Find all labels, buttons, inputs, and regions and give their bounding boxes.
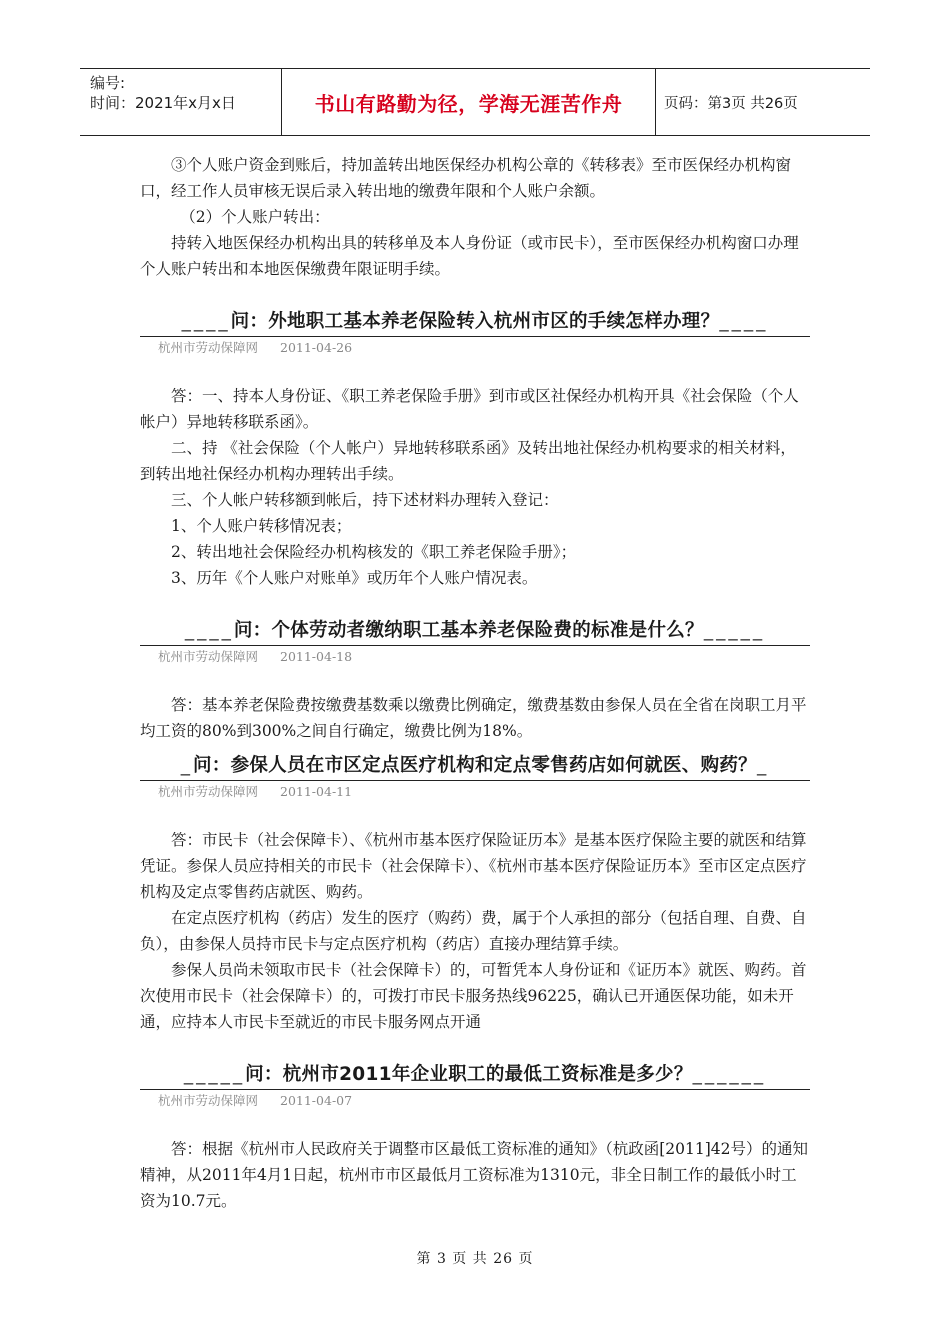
question-meta [158,783,810,801]
question-title: _____ 问：杭州市2011年企业职工的最低工资标准是多少？ ______ [140,1061,810,1090]
intro-paragraph-3: 持转入地医保经办机构出具的转移单及本人身份证（或市民卡），至市医保经办机构窗口办理个人账户转出和本地医保缴费年限证明手续。 [140,234,799,278]
header-motto: 书山有路勤为径，学海无涯苦作舟 [282,69,656,135]
question-meta [158,339,810,357]
qa-section [140,308,810,591]
header-page-number: 页码：第3页 共26页 [664,95,798,112]
question-title: ____ 问：个体劳动者缴纳职工基本养老保险费的标准是什么？ _____ [140,617,810,646]
answer-paragraph: 2、转出地社会保险经办机构核发的《职工养老保险手册》； [171,543,577,561]
header-meta-cell [80,69,282,135]
answer-paragraph: 参保人员尚未领取市民卡（社会保障卡）的，可暂凭本人身份证和《证历本》就医、购药。首次使用市民卡（社会保障卡）的，可拨打市民卡服务热线96225，确认已开通医保功能，如未开通，应持本人市民卡至就近的市民卡服务网点开通 [140,961,807,1031]
header-time: 时间：2021年x月x日 [90,94,236,112]
answer-paragraph: 答：基本养老保险费按缴费基数乘以缴费比例确定，缴费基数由参保人员在全省在岗职工月平均工资的80%到300%之间自行确定，缴费比例为18%。 [140,696,807,740]
date-label: 2011-04-11 [280,784,353,799]
page-footer: 第 3 页 共 26 页 [416,1251,534,1267]
date-label: 2011-04-18 [280,649,353,664]
intro-paragraph-2: （2）个人账户转出： [180,208,330,226]
source-label: 杭州市劳动保障网 [158,340,259,355]
qa-section [140,1061,810,1214]
header-number: 编号: [90,74,126,92]
answer-paragraph: 二、持 《社会保险（个人帐户）异地转移联系函》及转出地社保经办机构要求的相关材料，到转出地社保经办机构办理转出手续。 [140,439,796,483]
qa-section [140,617,810,744]
question-meta [158,1092,810,1110]
answer-paragraph: 答：根据《杭州市人民政府关于调整市区最低工资标准的通知》（杭政函[2011]42号）的通知精神，从2011年4月1日起，杭州市市区最低月工资标准为1310元，非全日制工作的最低小时工资为10.7元。 [140,1140,809,1210]
question-meta [158,648,810,666]
date-label: 2011-04-07 [280,1093,353,1108]
answer-paragraph: 答：市民卡（社会保障卡）、《杭州市基本医疗保险证历本》是基本医疗保险主要的就医和结算凭证。参保人员应持相关的市民卡（社会保障卡）、《杭州市基本医疗保险证历本》至市区定点医疗机构及定点零售药店就医、购药。 [140,831,807,901]
answer-paragraph: 在定点医疗机构（药店）发生的医疗（购药）费，属于个人承担的部分（包括自理、自费、自负），由参保人员持市民卡与定点医疗机构（药店）直接办理结算手续。 [140,909,807,953]
answer-paragraph: 3、历年《个人账户对账单》或历年个人账户情况表。 [171,569,538,587]
answer-paragraph: 三、个人帐户转移额到帐后，持下述材料办理转入登记： [171,491,559,509]
source-label: 杭州市劳动保障网 [158,784,259,799]
date-label: 2011-04-26 [280,340,353,355]
answer-paragraph: 答：一、持本人身份证、《职工养老保险手册》到市或区社保经办机构开具《社会保险（个人帐户）异地转移联系函》。 [140,387,799,431]
document-body [140,152,810,1214]
answer-paragraph: 1、个人账户转移情况表； [171,517,352,535]
source-label: 杭州市劳动保障网 [158,649,259,664]
question-title: _ 问：参保人员在市区定点医疗机构和定点零售药店如何就医、购药？ _ [140,752,810,781]
qa-section [140,752,810,1035]
intro-paragraph-1: ③个人账户资金到账后，持加盖转出地医保经办机构公章的《转移表》至市医保经办机构窗口，经工作人员审核无误后录入转出地的缴费年限和个人账户余额。 [140,156,792,200]
source-label: 杭州市劳动保障网 [158,1093,259,1108]
question-title: ____ 问：外地职工基本养老保险转入杭州市区的手续怎样办理？ ____ [140,308,810,337]
page-header [80,68,870,136]
